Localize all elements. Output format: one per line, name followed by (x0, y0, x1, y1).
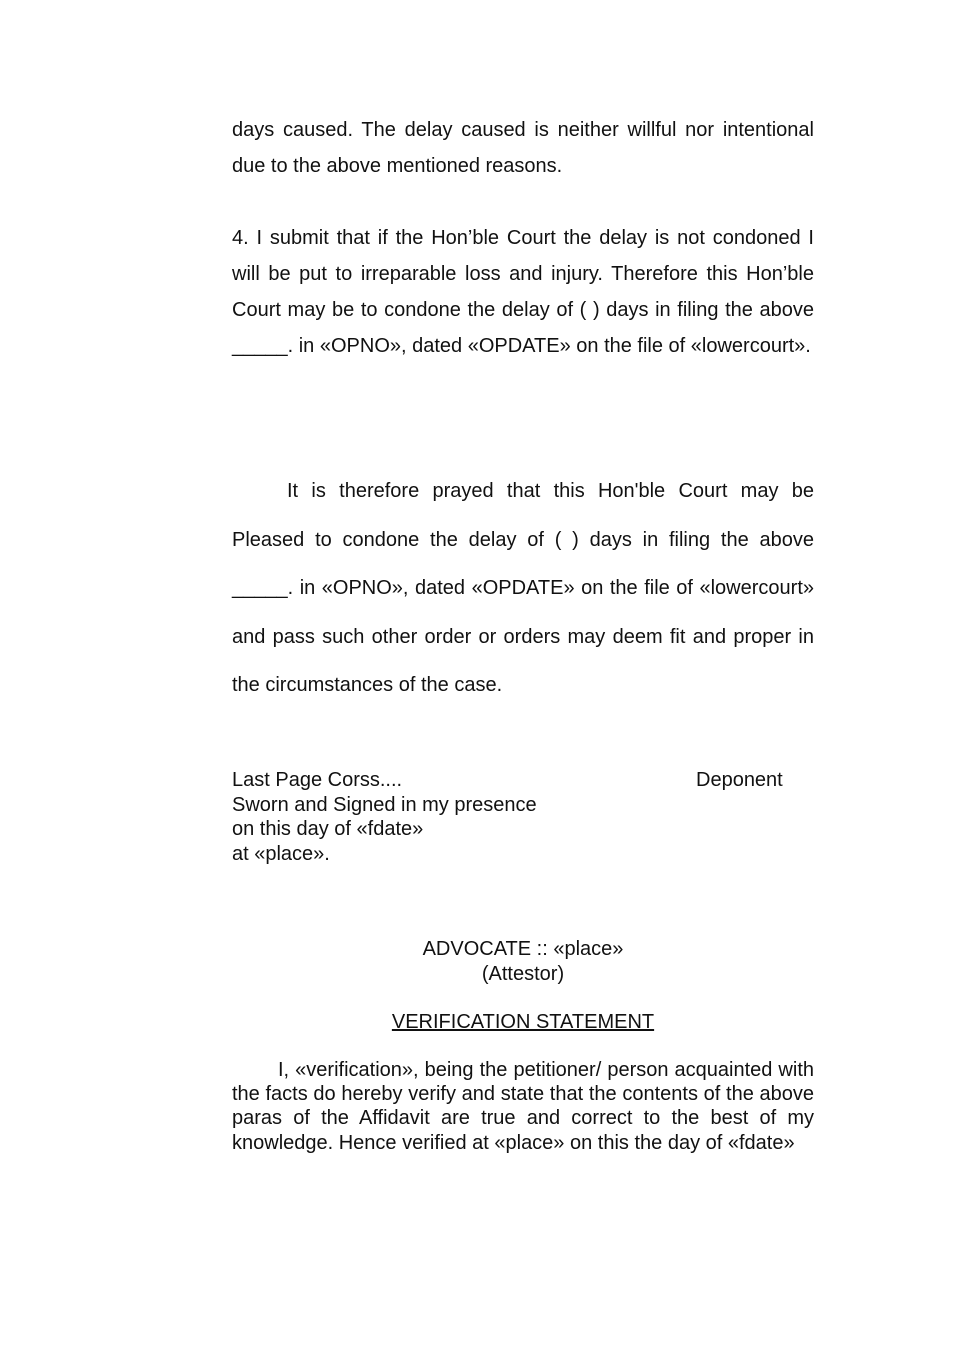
advocate-line: ADVOCATE :: «place» (422, 938, 624, 960)
paragraph-text: days caused. The delay caused is neither willful nor intentional due to the above mentioned reasons. (232, 119, 814, 177)
paragraph-text: It is therefore prayed that this Hon'ble Court may be Pleased to condone the delay of ( ) days in filing the above _____. in «OPNO», dated «OPDATE» on the file of «lowercourt» and pass such other order or orders may deem fit and proper in the circumstances of the case. (232, 480, 814, 696)
sworn-signed-line: Sworn and Signed in my presence (232, 793, 537, 816)
attestor-line: (Attestor) (481, 962, 565, 985)
deponent-label: Deponent (696, 769, 783, 791)
verification-body: I, «verification», being the petitioner/ person acquainted with the facts do hereby verify and state that the contents of the above paras of the Affidavit are true and correct to the best of my knowledge. Hence verified at «place» on this the day of «fdate» (232, 1059, 814, 1154)
verification-title: VERIFICATION STATEMENT (391, 1011, 655, 1033)
day-of-line: on this day of «fdate» (232, 818, 424, 840)
last-page-line: Last Page Corss.... (232, 769, 403, 791)
paragraph-text: 4. I submit that if the Hon’ble Court the delay is not condoned I will be put to irreparable loss and injury. Therefore this Hon’ble Court may be to condone the delay of ( ) days in filing the above _____. in «OPNO», dated «OPDATE» on the file of «lowercourt». (232, 227, 814, 357)
place-line: at «place». (232, 842, 330, 865)
advocate-block (232, 937, 814, 986)
paragraph-submission (232, 220, 814, 364)
paragraph-prayer (232, 467, 814, 710)
paragraph-delay-reasons (232, 112, 814, 184)
